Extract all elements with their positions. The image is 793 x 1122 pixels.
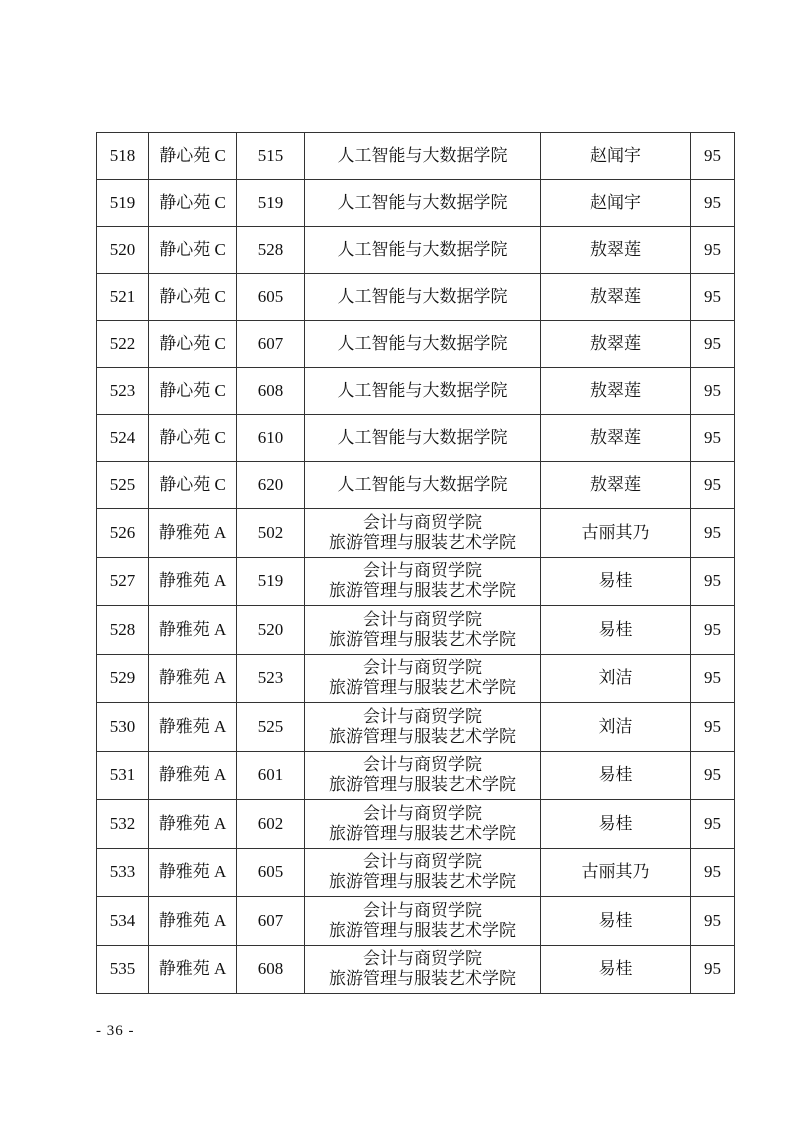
building-cell: 静心苑 C bbox=[149, 415, 237, 462]
score-cell: 95 bbox=[691, 557, 735, 606]
person-cell: 赵闻宇 bbox=[541, 133, 691, 180]
table-row bbox=[97, 800, 735, 849]
department-line: 人工智能与大数据学院 bbox=[337, 381, 508, 400]
department-cell bbox=[305, 897, 541, 946]
row-number-cell: 521 bbox=[97, 274, 149, 321]
department-line: 旅游管理与服装艺术学院 bbox=[329, 969, 516, 989]
table-row bbox=[97, 368, 735, 415]
department-line: 旅游管理与服装艺术学院 bbox=[329, 532, 516, 552]
row-number-cell: 531 bbox=[97, 751, 149, 800]
row-number-cell: 519 bbox=[97, 180, 149, 227]
room-cell: 519 bbox=[237, 180, 305, 227]
table-row bbox=[97, 133, 735, 180]
room-cell: 605 bbox=[237, 848, 305, 897]
row-number-cell: 527 bbox=[97, 557, 149, 606]
person-cell: 古丽其乃 bbox=[541, 509, 691, 558]
building-cell: 静心苑 C bbox=[149, 462, 237, 509]
building-cell: 静雅苑 A bbox=[149, 654, 237, 703]
building-cell: 静雅苑 A bbox=[149, 751, 237, 800]
building-cell: 静雅苑 A bbox=[149, 703, 237, 752]
score-cell: 95 bbox=[691, 133, 735, 180]
room-cell: 608 bbox=[237, 368, 305, 415]
page-number: - 36 - bbox=[96, 1023, 135, 1039]
department-line: 人工智能与大数据学院 bbox=[337, 428, 508, 447]
row-number-cell: 524 bbox=[97, 415, 149, 462]
score-cell: 95 bbox=[691, 274, 735, 321]
building-cell: 静雅苑 A bbox=[149, 848, 237, 897]
person-cell: 易桂 bbox=[541, 606, 691, 655]
row-number-cell: 535 bbox=[97, 945, 149, 994]
room-cell: 523 bbox=[237, 654, 305, 703]
department-cell bbox=[305, 557, 541, 606]
score-cell: 95 bbox=[691, 321, 735, 368]
table-row bbox=[97, 509, 735, 558]
room-cell: 607 bbox=[237, 897, 305, 946]
department-cell bbox=[305, 415, 541, 462]
row-number-cell: 523 bbox=[97, 368, 149, 415]
row-number-cell: 529 bbox=[97, 654, 149, 703]
room-cell: 610 bbox=[237, 415, 305, 462]
building-cell: 静心苑 C bbox=[149, 180, 237, 227]
person-cell: 易桂 bbox=[541, 557, 691, 606]
table-row bbox=[97, 848, 735, 897]
score-cell: 95 bbox=[691, 654, 735, 703]
department-line: 会计与商贸学院 bbox=[363, 561, 482, 581]
department-line: 会计与商贸学院 bbox=[363, 512, 482, 532]
person-cell: 敖翠莲 bbox=[541, 321, 691, 368]
score-cell: 95 bbox=[691, 227, 735, 274]
department-cell bbox=[305, 654, 541, 703]
building-cell: 静雅苑 A bbox=[149, 606, 237, 655]
department-cell bbox=[305, 606, 541, 655]
department-line: 会计与商贸学院 bbox=[363, 755, 482, 775]
score-cell: 95 bbox=[691, 368, 735, 415]
department-line: 会计与商贸学院 bbox=[363, 609, 482, 629]
row-number-cell: 526 bbox=[97, 509, 149, 558]
department-cell bbox=[305, 509, 541, 558]
building-cell: 静心苑 C bbox=[149, 133, 237, 180]
building-cell: 静雅苑 A bbox=[149, 897, 237, 946]
person-cell: 易桂 bbox=[541, 800, 691, 849]
department-line: 会计与商贸学院 bbox=[363, 900, 482, 920]
table-row bbox=[97, 945, 735, 994]
table-row bbox=[97, 751, 735, 800]
row-number-cell: 518 bbox=[97, 133, 149, 180]
department-cell bbox=[305, 133, 541, 180]
room-cell: 525 bbox=[237, 703, 305, 752]
score-cell: 95 bbox=[691, 848, 735, 897]
department-line: 人工智能与大数据学院 bbox=[337, 240, 508, 259]
department-cell bbox=[305, 945, 541, 994]
department-cell bbox=[305, 227, 541, 274]
room-cell: 608 bbox=[237, 945, 305, 994]
department-cell bbox=[305, 703, 541, 752]
department-line: 人工智能与大数据学院 bbox=[337, 475, 508, 494]
room-cell: 502 bbox=[237, 509, 305, 558]
table-row bbox=[97, 703, 735, 752]
row-number-cell: 530 bbox=[97, 703, 149, 752]
table-row bbox=[97, 606, 735, 655]
department-cell bbox=[305, 800, 541, 849]
person-cell: 敖翠莲 bbox=[541, 274, 691, 321]
department-line: 会计与商贸学院 bbox=[363, 852, 482, 872]
department-line: 旅游管理与服装艺术学院 bbox=[329, 823, 516, 843]
table-row bbox=[97, 462, 735, 509]
department-line: 旅游管理与服装艺术学院 bbox=[329, 726, 516, 746]
person-cell: 古丽其乃 bbox=[541, 848, 691, 897]
room-cell: 602 bbox=[237, 800, 305, 849]
department-line: 人工智能与大数据学院 bbox=[337, 334, 508, 353]
score-cell: 95 bbox=[691, 800, 735, 849]
score-cell: 95 bbox=[691, 897, 735, 946]
score-cell: 95 bbox=[691, 509, 735, 558]
room-cell: 607 bbox=[237, 321, 305, 368]
person-cell: 易桂 bbox=[541, 751, 691, 800]
department-cell bbox=[305, 274, 541, 321]
room-cell: 520 bbox=[237, 606, 305, 655]
department-line: 会计与商贸学院 bbox=[363, 949, 482, 969]
room-cell: 515 bbox=[237, 133, 305, 180]
department-cell bbox=[305, 368, 541, 415]
table-row bbox=[97, 415, 735, 462]
room-cell: 601 bbox=[237, 751, 305, 800]
score-cell: 95 bbox=[691, 751, 735, 800]
department-line: 旅游管理与服装艺术学院 bbox=[329, 581, 516, 601]
score-cell: 95 bbox=[691, 180, 735, 227]
room-cell: 605 bbox=[237, 274, 305, 321]
person-cell: 敖翠莲 bbox=[541, 368, 691, 415]
row-number-cell: 522 bbox=[97, 321, 149, 368]
department-line: 人工智能与大数据学院 bbox=[337, 287, 508, 306]
department-cell bbox=[305, 848, 541, 897]
score-cell: 95 bbox=[691, 462, 735, 509]
person-cell: 刘洁 bbox=[541, 654, 691, 703]
department-cell bbox=[305, 751, 541, 800]
building-cell: 静心苑 C bbox=[149, 368, 237, 415]
table-row bbox=[97, 654, 735, 703]
department-cell bbox=[305, 180, 541, 227]
person-cell: 赵闻宇 bbox=[541, 180, 691, 227]
building-cell: 静心苑 C bbox=[149, 274, 237, 321]
room-cell: 519 bbox=[237, 557, 305, 606]
row-number-cell: 532 bbox=[97, 800, 149, 849]
score-cell: 95 bbox=[691, 606, 735, 655]
table-body bbox=[97, 133, 735, 994]
department-line: 人工智能与大数据学院 bbox=[337, 193, 508, 212]
department-cell bbox=[305, 321, 541, 368]
table-row bbox=[97, 321, 735, 368]
department-cell bbox=[305, 462, 541, 509]
person-cell: 易桂 bbox=[541, 945, 691, 994]
score-cell: 95 bbox=[691, 945, 735, 994]
department-line: 会计与商贸学院 bbox=[363, 803, 482, 823]
building-cell: 静雅苑 A bbox=[149, 509, 237, 558]
building-cell: 静心苑 C bbox=[149, 227, 237, 274]
table-row bbox=[97, 180, 735, 227]
department-line: 会计与商贸学院 bbox=[363, 658, 482, 678]
building-cell: 静雅苑 A bbox=[149, 557, 237, 606]
person-cell: 敖翠莲 bbox=[541, 227, 691, 274]
room-cell: 620 bbox=[237, 462, 305, 509]
building-cell: 静雅苑 A bbox=[149, 945, 237, 994]
building-cell: 静心苑 C bbox=[149, 321, 237, 368]
person-cell: 敖翠莲 bbox=[541, 462, 691, 509]
department-line: 会计与商贸学院 bbox=[363, 706, 482, 726]
score-cell: 95 bbox=[691, 703, 735, 752]
table-row bbox=[97, 227, 735, 274]
department-line: 旅游管理与服装艺术学院 bbox=[329, 678, 516, 698]
score-cell: 95 bbox=[691, 415, 735, 462]
person-cell: 敖翠莲 bbox=[541, 415, 691, 462]
person-cell: 易桂 bbox=[541, 897, 691, 946]
room-cell: 528 bbox=[237, 227, 305, 274]
person-cell: 刘洁 bbox=[541, 703, 691, 752]
row-number-cell: 528 bbox=[97, 606, 149, 655]
department-line: 人工智能与大数据学院 bbox=[337, 146, 508, 165]
row-number-cell: 534 bbox=[97, 897, 149, 946]
row-number-cell: 520 bbox=[97, 227, 149, 274]
table-row bbox=[97, 557, 735, 606]
table-row bbox=[97, 274, 735, 321]
department-line: 旅游管理与服装艺术学院 bbox=[329, 629, 516, 649]
dormitory-score-table bbox=[96, 132, 735, 994]
row-number-cell: 533 bbox=[97, 848, 149, 897]
building-cell: 静雅苑 A bbox=[149, 800, 237, 849]
table-row bbox=[97, 897, 735, 946]
department-line: 旅游管理与服装艺术学院 bbox=[329, 920, 516, 940]
department-line: 旅游管理与服装艺术学院 bbox=[329, 872, 516, 892]
row-number-cell: 525 bbox=[97, 462, 149, 509]
department-line: 旅游管理与服装艺术学院 bbox=[329, 775, 516, 795]
